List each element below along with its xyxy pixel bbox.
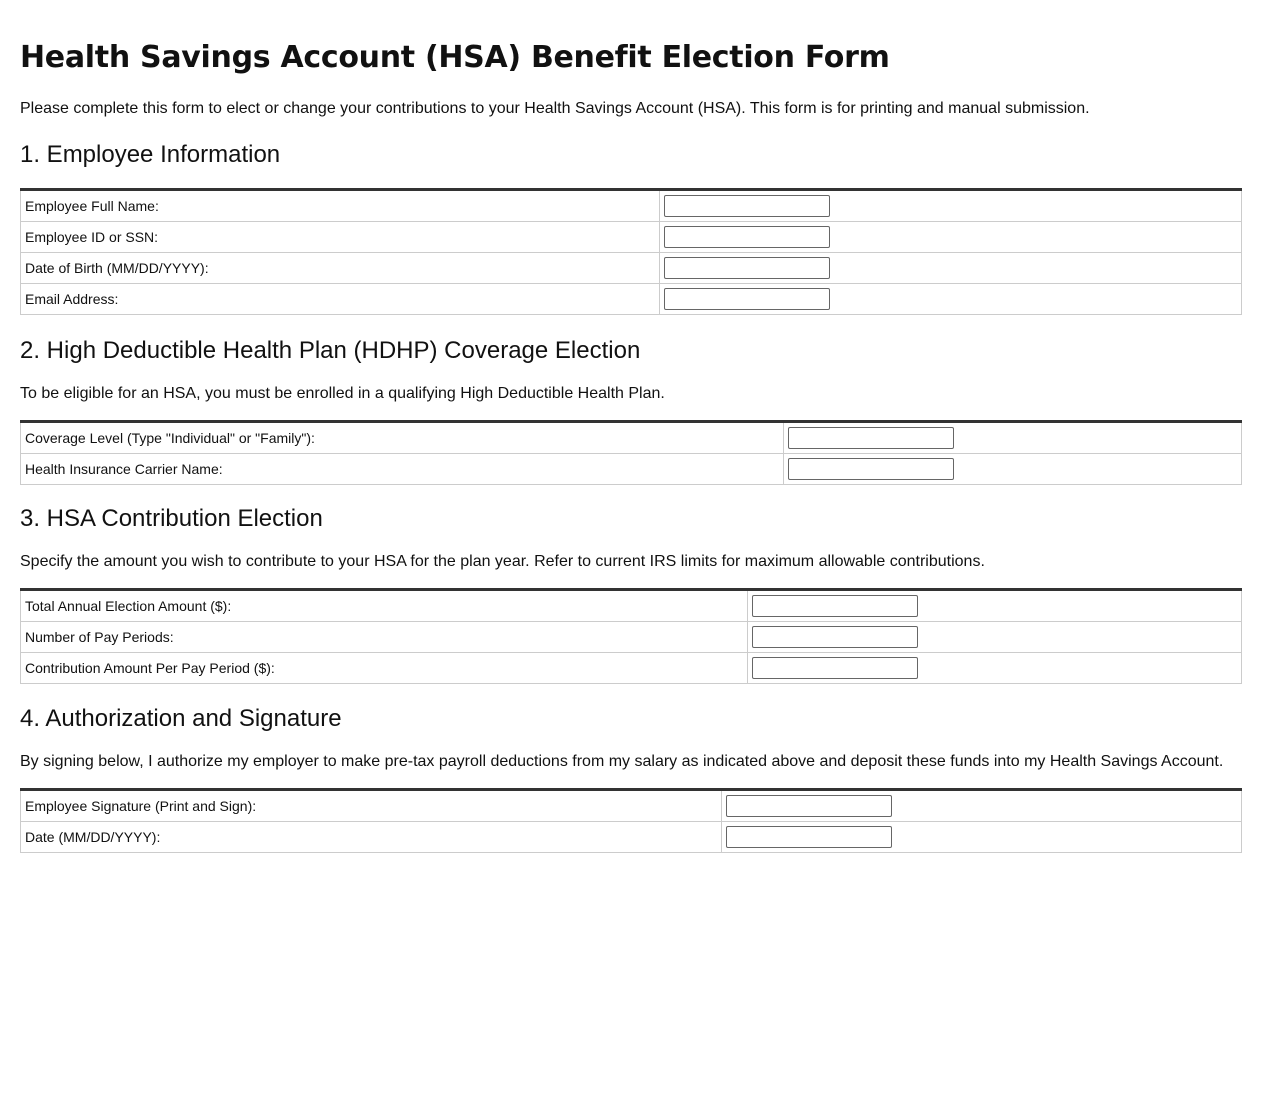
section-heading-hsa-contribution: 3. HSA Contribution Election (20, 505, 323, 532)
section-description: By signing below, I authorize my employer to make pre-tax payroll deductions from my salary as indicated above and deposit these funds into my Health Savings Account. (20, 753, 1224, 770)
insurance-carrier-input[interactable] (788, 458, 954, 480)
table-row (21, 454, 1242, 485)
table-row (21, 222, 1242, 253)
employee-information-table (20, 188, 1242, 315)
table-row (21, 653, 1242, 684)
annual-election-amount-input[interactable] (752, 595, 918, 617)
field-label: Employee Signature (Print and Sign): (21, 790, 722, 822)
hdhp-coverage-table (20, 420, 1242, 485)
table-row (21, 822, 1242, 853)
section-heading-employee-information: 1. Employee Information (20, 141, 281, 168)
table-row (21, 190, 1242, 222)
table-row (21, 422, 1242, 454)
employee-signature-input[interactable] (726, 795, 892, 817)
section-heading-authorization: 4. Authorization and Signature (20, 705, 342, 732)
signature-date-input[interactable] (726, 826, 892, 848)
coverage-level-input[interactable] (788, 427, 954, 449)
section-description: To be eligible for an HSA, you must be enrolled in a qualifying High Deductible Health Plan. (20, 385, 665, 402)
field-label: Employee Full Name: (21, 190, 660, 222)
field-label: Total Annual Election Amount ($): (21, 590, 748, 622)
section-heading-hdhp-coverage: 2. High Deductible Health Plan (HDHP) Coverage Election (20, 337, 641, 364)
field-label: Contribution Amount Per Pay Period ($): (21, 653, 748, 684)
hsa-contribution-table (20, 588, 1242, 684)
field-label: Coverage Level (Type "Individual" or "Family"): (21, 422, 784, 454)
field-label: Date of Birth (MM/DD/YYYY): (21, 253, 660, 284)
employee-full-name-input[interactable] (664, 195, 830, 217)
table-row (21, 284, 1242, 315)
authorization-table (20, 788, 1242, 853)
page-title: Health Savings Account (HSA) Benefit Election Form (20, 40, 890, 75)
section-description: Specify the amount you wish to contribute to your HSA for the plan year. Refer to current IRS limits for maximum allowable contributions. (20, 553, 985, 570)
field-label: Email Address: (21, 284, 660, 315)
field-label: Health Insurance Carrier Name: (21, 454, 784, 485)
employee-id-input[interactable] (664, 226, 830, 248)
per-period-amount-input[interactable] (752, 657, 918, 679)
email-address-input[interactable] (664, 288, 830, 310)
table-row (21, 253, 1242, 284)
field-label: Number of Pay Periods: (21, 622, 748, 653)
table-row (21, 622, 1242, 653)
table-row (21, 790, 1242, 822)
field-label: Date (MM/DD/YYYY): (21, 822, 722, 853)
table-row (21, 590, 1242, 622)
intro-text: Please complete this form to elect or change your contributions to your Health Savings Account (HSA). This form is for printing and manual submission. (20, 100, 1090, 117)
field-label: Employee ID or SSN: (21, 222, 660, 253)
date-of-birth-input[interactable] (664, 257, 830, 279)
pay-periods-input[interactable] (752, 626, 918, 648)
